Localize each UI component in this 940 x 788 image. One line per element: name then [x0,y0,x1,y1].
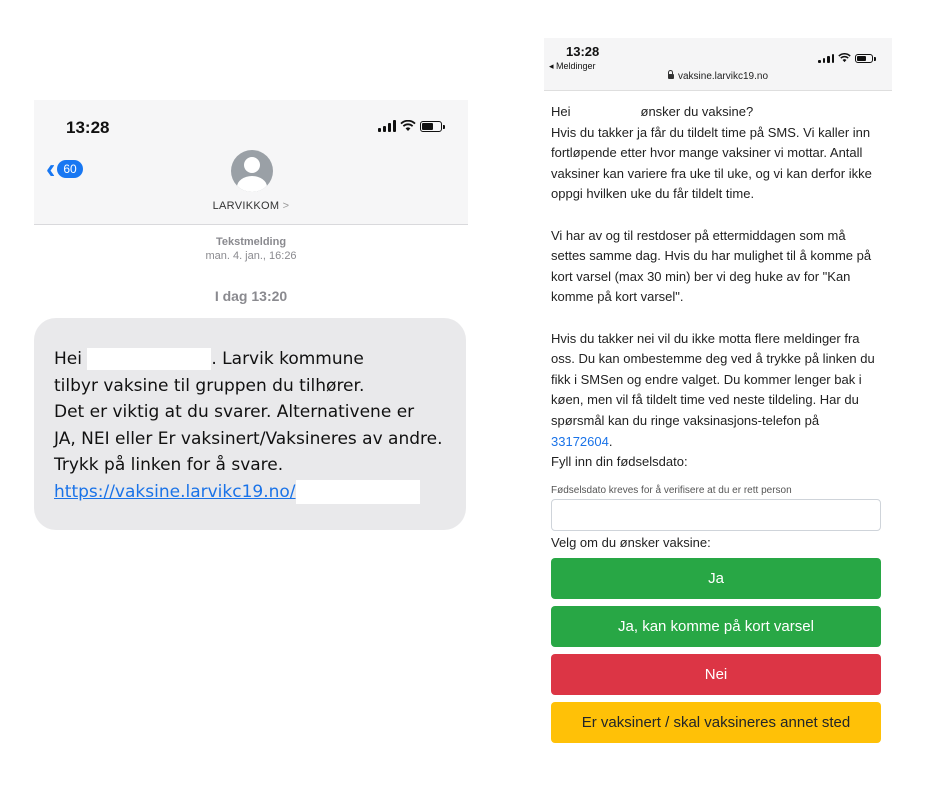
url-text: vaksine.larvikc19.no [677,71,769,82]
yes-button[interactable]: Ja [551,558,881,599]
back-to-messages-link[interactable]: ◂ Meldinger [549,61,596,71]
redacted-name [87,348,211,370]
battery-icon [420,121,442,132]
sms-link[interactable]: https://vaksine.larvikc19.no/ [54,481,296,502]
message-type-label: Tekstmelding [215,236,287,248]
sms-message-bubble [34,318,466,530]
status-icons [818,53,873,63]
info-paragraph-2: Vi har av og til restdoser på ettermiddagen som må settes samme dag. Hvis du har mulighet til å komme på kort varsel (max 30 min) ber vi deg huke av for "Kan komme på kort varsel". [551,227,872,305]
battery-icon [855,54,873,63]
status-time: 13:28 [566,44,600,59]
choose-label: Velg om du ønsker vaksine: [551,535,711,550]
chevron-right-icon: > [282,200,290,212]
vaccinated-elsewhere-button[interactable]: Er vaksinert / skal vaksineres annet sted [551,702,881,743]
page-content [551,102,883,473]
sms-line-greeting: Hei [54,349,82,369]
info-paragraph-3: Hvis du takker nei vil du ikke motta flere meldinger fra oss. Du kan ombestemme deg ved å trykke på linken du fikk i SMSen og endre valget. Du kommer lenger bak i køen, men vil få tildelt time ved neste tildeling. Har du spørsmål kan du ringe vaksinasjons-telefon på [551,330,875,428]
info-paragraph-1: Hvis du takker ja får du tildelt time på SMS. Vi kaller inn fortløpende etter hvor mange vaksiner vi mottar. Antall vaksiner kan variere fra uke til uke, og vi kan derfor ikke oppgi hvilken uke du får tildelt time. [551,124,872,202]
status-time: 13:28 [66,118,110,137]
dob-prompt: Fyll inn din fødselsdato: [551,454,688,470]
greeting-end: ønsker du vaksine? [640,104,754,119]
web-screen [544,38,892,750]
contact-name-text: LARVIKKOM [212,200,280,212]
sms-line-4: JA, NEI eller Er vaksinert/Vaksineres av andre. [54,428,443,449]
wifi-icon [838,53,851,63]
sms-header [34,100,468,225]
phone-number-link[interactable]: 33172604 [551,433,609,449]
sms-line-3: Det er viktig at du svarer. Alternativene er [54,402,415,422]
url-bar[interactable] [544,71,892,82]
sms-line-5: Trykk på linken for å svare. [54,455,284,475]
greeting-start: Hei [551,104,571,119]
sms-line-1: . Larvik kommune [211,349,364,369]
contact-avatar-icon[interactable] [231,150,273,192]
redacted-name [571,106,641,120]
no-button[interactable]: Nei [551,654,881,695]
wifi-icon [400,120,416,132]
sms-screen [34,100,468,540]
unread-count-badge: 60 [57,160,82,178]
sms-line-2: tilbyr vaksine til gruppen du tilhører. [54,375,365,396]
message-date: man. 4. jan., 16:26 [205,250,297,262]
yes-short-notice-button[interactable]: Ja, kan komme på kort varsel [551,606,881,647]
dob-help-text: Fødselsdato kreves for å verifisere at du er rett person [551,485,792,496]
back-button[interactable] [46,155,83,183]
back-chevron-icon: ‹ [46,153,56,184]
contact-name[interactable] [34,200,468,212]
status-icons [378,120,442,132]
signal-icon [378,120,396,132]
redacted-link-token [296,480,420,504]
period: . [608,433,613,449]
dob-input[interactable] [551,499,881,531]
browser-status-bar [544,38,892,91]
today-timestamp: I dag 13:20 [214,288,288,304]
lock-icon [668,74,674,79]
signal-icon [818,54,834,63]
